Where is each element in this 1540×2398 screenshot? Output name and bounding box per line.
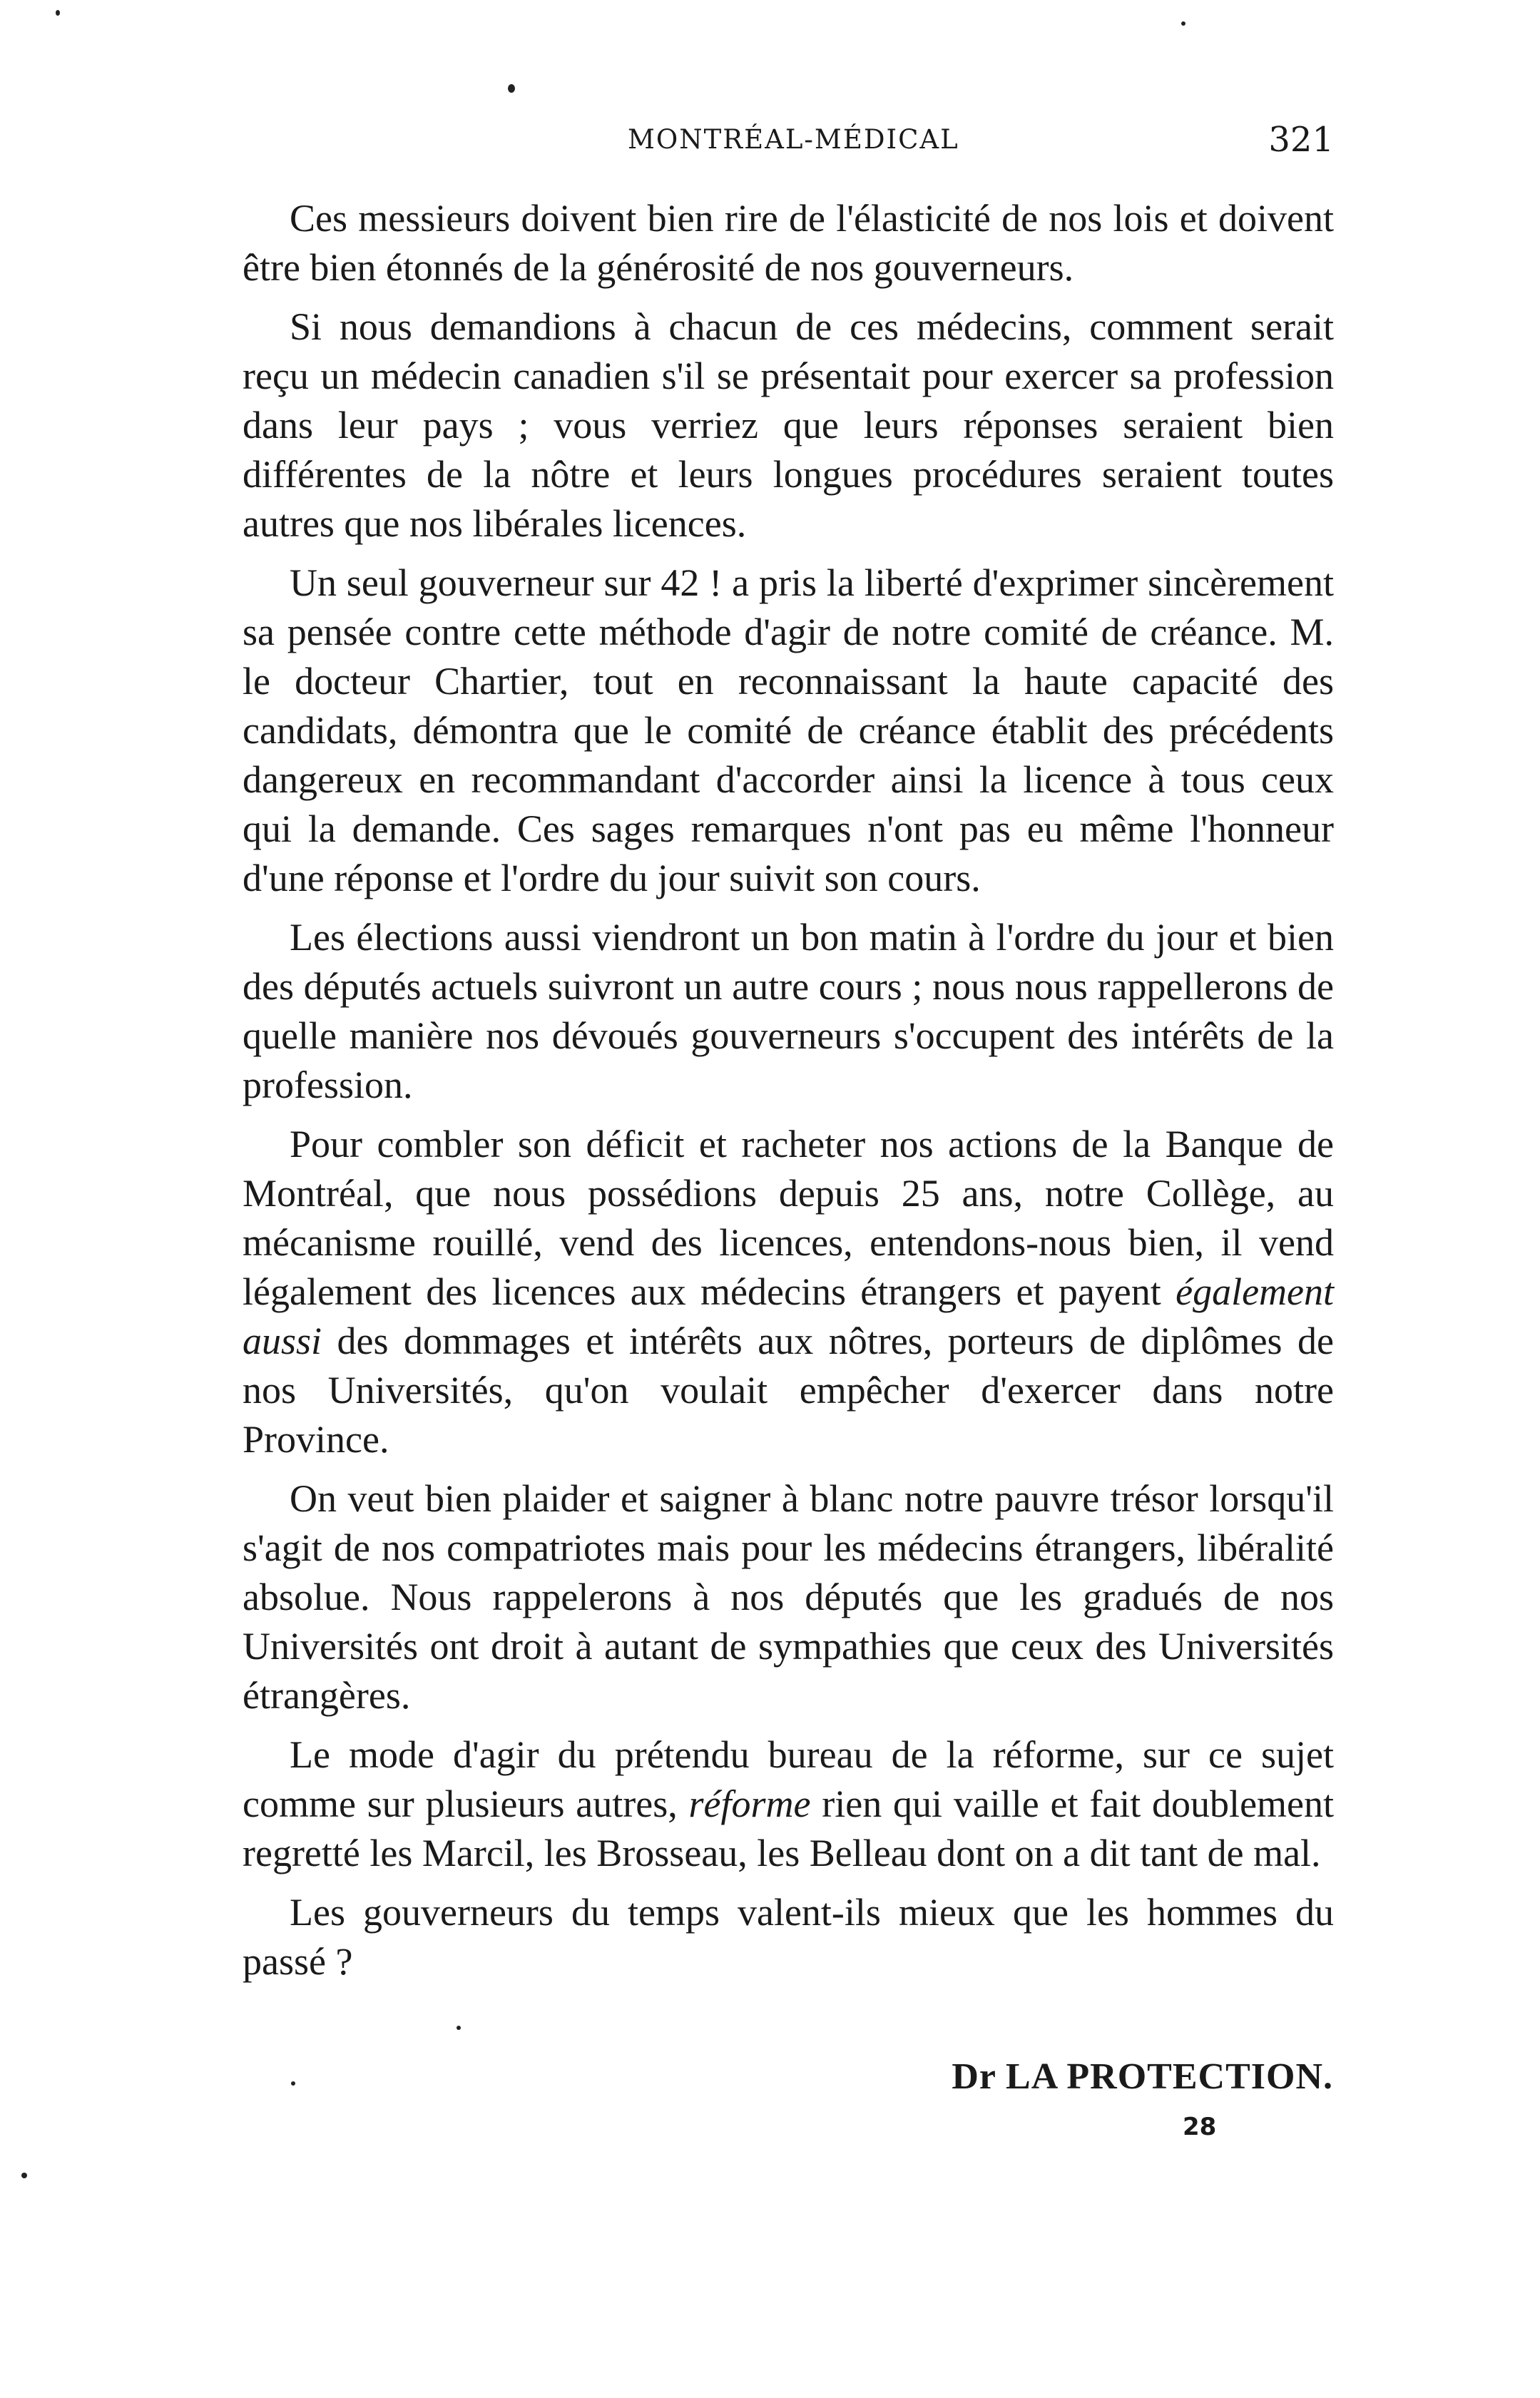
scan-speck: [21, 2173, 27, 2178]
scan-speck: [457, 2026, 461, 2030]
paragraph-text: rien qui vaille et fait doublement regretté les Marcil, les Brosseau, les Belleau dont on a dit tant de mal.: [243, 1782, 1335, 1874]
scan-speck: [291, 2081, 295, 2086]
paragraph-text: Pour combler son déficit et racheter nos actions de la Banque de Montréal, que nous possédions depuis 25 ans, notre Collège, au mécanisme rouillé, vend des licences, entendons-nous bien, il vend légalement des licences aux médecins étrangers et payent: [243, 1123, 1334, 1313]
scan-speck: [1181, 21, 1185, 26]
emphasis: également aussi: [243, 1270, 1335, 1362]
paragraph-text: des dommages et intérêts aux nôtres, porteurs de diplômes de nos Universités, qu'on voulait empêcher d'exercer dans notre Province.: [243, 1320, 1334, 1461]
paragraph: Si nous demandions à chacun de ces médecins, comment serait reçu un médecin canadien s'il se présentait pour exercer sa profession dans leur pays ; vous verriez que leurs réponses seraient bien différentes de la nôtre et leurs longues procédures seraient toutes autres que nos libérales licences.: [243, 305, 1334, 545]
signature-mark: 28: [1183, 2113, 1217, 2141]
signature: Dr LA PROTECTION.: [952, 2056, 1333, 2097]
paragraph-text: Le mode d'agir du prétendu bureau de la réforme, sur ce sujet comme sur plusieurs autres,: [243, 1733, 1334, 1825]
scan-speck: [56, 10, 60, 16]
paragraph: Les élections aussi viendront un bon matin à l'ordre du jour et bien des députés actuels suivront un autre cours ; nous nous rappellerons de quelle manière nos dévoués gouverneurs s'occupent des intérêts de la profession.: [243, 916, 1334, 1106]
paragraph: Un seul gouverneur sur 42 ! a pris la liberté d'exprimer sincèrement sa pensée contre cette méthode d'agir de notre comité de créance. M. le docteur Chartier, tout en reconnaissant la haute capacité des candidats, démontra que le comité de créance établit des précédents dangereux en recommandant d'accorder ainsi la licence à tous ceux qui la demande. Ces sages remarques n'ont pas eu même l'honneur d'une réponse et l'ordre du jour suivit son cours.: [243, 561, 1334, 899]
emphasis: réforme: [688, 1782, 811, 1825]
paragraph: [243, 1120, 1334, 1464]
paragraph: Ces messieurs doivent bien rire de l'élasticité de nos lois et doivent être bien étonnés de la générosité de nos gouverneurs.: [243, 197, 1334, 289]
scan-speck: [508, 84, 515, 93]
page-number: 321: [1268, 120, 1334, 160]
paragraph: On veut bien plaider et saigner à blanc notre pauvre trésor lorsqu'il s'agit de nos compatriotes mais pour les médecins étrangers, libéralité absolue. Nous rappelerons à nos députés que les gradués de nos Universités ont droit à autant de sympathies que ceux des Universités étrangères.: [243, 1477, 1334, 1717]
paragraph: Les gouverneurs du temps valent-ils mieux que les hommes du passé ?: [243, 1891, 1334, 1983]
paragraph: [243, 1730, 1334, 1878]
article-body: [243, 194, 1334, 1996]
running-head: MONTRÉAL-MÉDICAL: [628, 124, 959, 155]
page-header: [243, 120, 1334, 163]
